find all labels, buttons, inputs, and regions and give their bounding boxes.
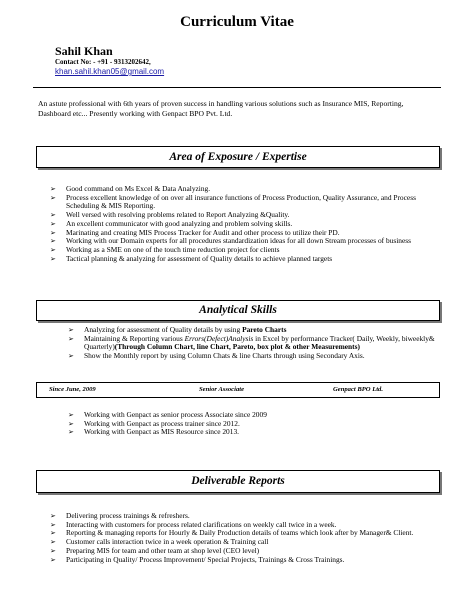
list-item: ➢ Marinating and creating MIS Process Tracker for Audit and other process to utilize their PD.: [50, 227, 340, 237]
arrow-bullet-icon: ➢: [68, 352, 74, 361]
list-item: ➢ Maintaining & Reporting various Errors(Defect)Analysis in Excel by performance Tracker( Daily, Weekly, biweekly& Quarterly)(Through Column Chart, line Chart, Pareto, box plot & other Measurements): [68, 333, 435, 352]
list-item: ➢ Process excellent knowledge of on over all insurance functions of Process Production, Quality Assurance, and Process Scheduling & MIS Reporting.: [50, 192, 416, 211]
arrow-bullet-icon: ➢: [50, 538, 56, 547]
employment-since: Since June, 2009: [49, 386, 96, 393]
arrow-bullet-icon: ➢: [50, 555, 56, 564]
arrow-bullet-icon: ➢: [50, 193, 56, 202]
analytical-list: [68, 326, 440, 361]
arrow-bullet-icon: ➢: [68, 419, 74, 428]
list-item: ➢ Working with Genpact as process trainer since 2012.: [68, 418, 240, 428]
arrow-bullet-icon: ➢: [68, 411, 74, 419]
list-item: ➢ Show the Monthly report by using Column Chats & line Charts through using Secondary Axis.: [68, 351, 365, 361]
list-item: ➢ Customer calls interaction twice in a week operation & Training call: [50, 537, 269, 547]
list-item: ➢ Reporting & managing reports for Hourly & Daily Production details of teams which look after by Manager& Client.: [50, 528, 414, 538]
list-item: ➢ Analyzing for assessment of Quality details by using Pareto Charts: [68, 325, 287, 334]
arrow-bullet-icon: ➢: [50, 185, 56, 193]
list-item: ➢ Working with Genpact as MIS Resource since 2013.: [68, 427, 239, 437]
contact-phone: Contact No: - +91 - 9313202642,: [55, 58, 151, 66]
arrow-bullet-icon: ➢: [50, 211, 56, 220]
section-heading-deliverables: [36, 470, 440, 493]
exposure-list: [50, 185, 440, 263]
employment-company: Genpact BPO Ltd.: [333, 386, 383, 393]
list-item: ➢ Well versed with resolving problems related to Report Analyzing &Quality.: [50, 210, 290, 220]
deliverables-list: [50, 512, 440, 564]
list-item: ➢ Working with our Domain experts for all procedures standardization ideas for all down Stream processes of business: [50, 236, 412, 246]
arrow-bullet-icon: ➢: [50, 219, 56, 228]
profile-summary: An astute professional with 6th years of proven success in handling various solutions such as Insurance MIS, Reporting, Dashboard etc... Presently working with Genpact BPO Pvt. Ltd.: [38, 99, 404, 118]
list-item: ➢ Interacting with customers for process related clarifications on weekly call twice in a week.: [50, 519, 337, 529]
job-list: [68, 411, 440, 437]
arrow-bullet-icon: ➢: [50, 237, 56, 246]
section-title: Deliverable Reports: [191, 475, 285, 487]
list-item: ➢ An excellent communicator with good analyzing and problem solving skills.: [50, 218, 293, 228]
list-item: ➢ Good command on Ms Excel & Data Analyzing.: [50, 184, 211, 193]
list-item: ➢ Participating in Quality/ Process Improvement/ Special Projects, Trainings & Cross Trainings.: [50, 554, 345, 564]
section-title: Analytical Skills: [199, 304, 277, 316]
employment-role: Senior Associate: [199, 386, 245, 393]
arrow-bullet-icon: ➢: [68, 334, 74, 343]
employment-row: [36, 382, 440, 398]
arrow-bullet-icon: ➢: [50, 228, 56, 237]
arrow-bullet-icon: ➢: [68, 428, 74, 437]
arrow-bullet-icon: ➢: [50, 520, 56, 529]
document-title: Curriculum Vitae: [180, 14, 294, 30]
arrow-bullet-icon: ➢: [50, 546, 56, 555]
arrow-bullet-icon: ➢: [68, 326, 74, 334]
header-divider: [33, 87, 441, 88]
list-item: ➢ Preparing MIS for team and other team at shop level (CEO level): [50, 545, 260, 555]
arrow-bullet-icon: ➢: [50, 254, 56, 263]
contact-email[interactable]: khan.sahil.khan05@gmail.com: [55, 67, 165, 76]
arrow-bullet-icon: ➢: [50, 529, 56, 538]
list-item: ➢ Tactical planning & analyzing for assessment of Quality details to achieve planned targets: [50, 253, 333, 263]
list-item: ➢ Delivering process trainings & refreshers.: [50, 511, 190, 520]
section-heading-analytical: [36, 300, 440, 321]
arrow-bullet-icon: ➢: [50, 512, 56, 520]
section-heading-exposure: [36, 146, 440, 168]
section-title: Area of Exposure / Expertise: [169, 151, 307, 163]
candidate-name: Sahil Khan: [55, 44, 113, 58]
arrow-bullet-icon: ➢: [50, 245, 56, 254]
list-item: ➢ Working as a SME on one of the touch time reduction project for clients: [50, 244, 280, 254]
list-item: ➢ Working with Genpact as senior process Associate since 2009: [68, 410, 267, 419]
